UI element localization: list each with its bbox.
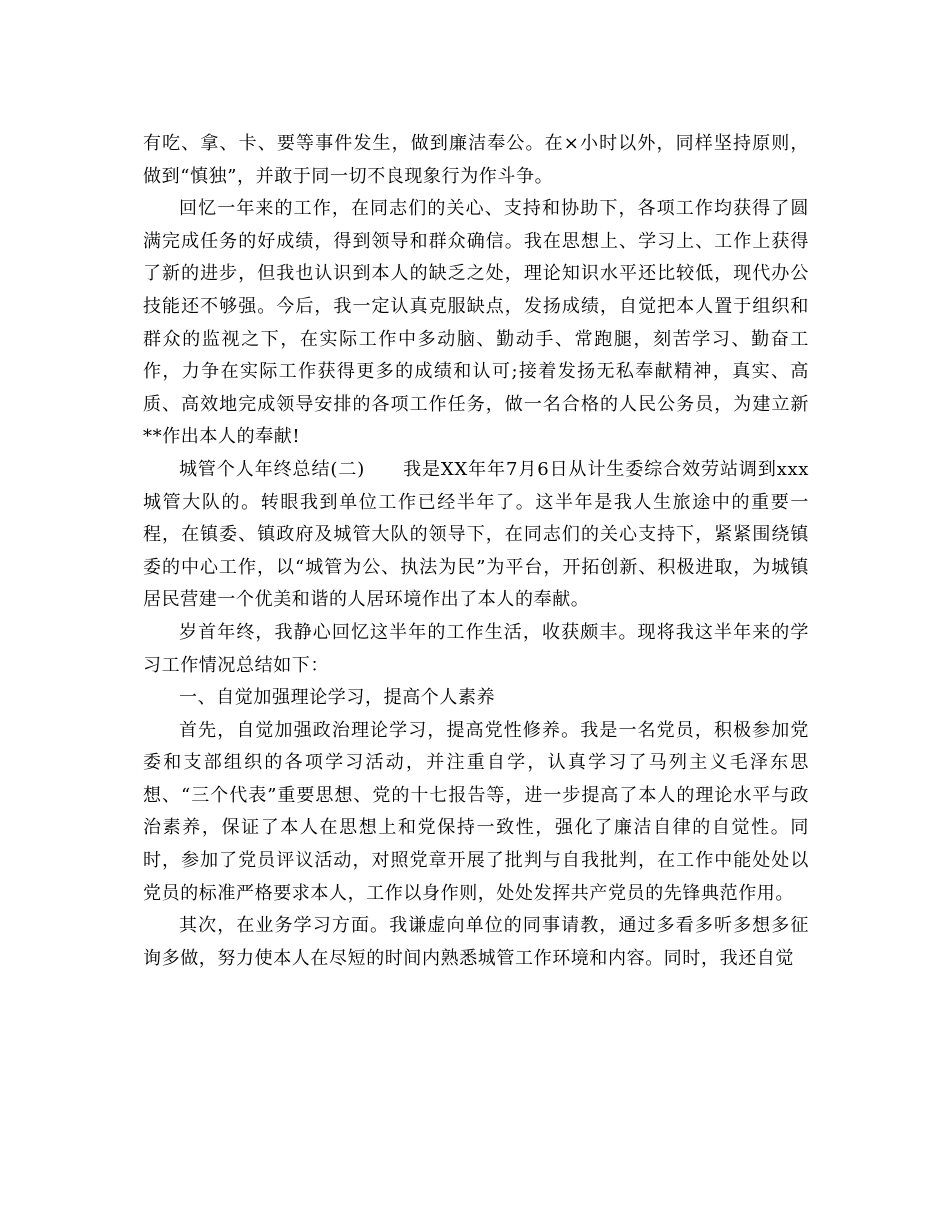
paragraph-summary-two-intro: 城管个人年终总结(二) 我是XX年年7月6日从计生委综合效劳站调到xxx城管大队的。转眼我到单位工作已经半年了。这半年是我人生旅途中的重要一程，在镇委、镇政府及城管大队的领导下，在同志们的关心支持下，紧紧围绕镇委的中心工作，以“城管为公、执法为民”为平台，开拓创新、积极进取，为城镇居民营建一个优美和谐的人居环境作出了本人的奉献。 — [143, 458, 809, 611]
paragraph-political-study: 首先，自觉加强政治理论学习，提高党性修养。我是一名党员，积极参加党委和支部组织的各项学习活动，并注重自学，认真学习了马列主义毛泽东思想、“三个代表”重要思想、党的十七报告等，进一步提高了本人的理论水平与政治素养，保证了本人在思想上和党保持一致性，强化了廉洁自律的自觉性。同时，参加了党员评议活动，对照党章开展了批判与自我批判，在工作中能处处以党员的标准严格要求本人，工作以身作则，处处发挥共产党员的先锋典范作用。 — [143, 719, 809, 904]
document-body — [143, 128, 809, 975]
paragraph-business-study: 其次，在业务学习方面。我谦虚向单位的同事请教，通过多看多听多想多征询多做，努力使本人在尽短的时间内熟悉城管工作环境和内容。同时，我还自觉 — [143, 915, 809, 969]
paragraph-year-review: 回忆一年来的工作，在同志们的关心、支持和协助下，各项工作均获得了圆满完成任务的好成绩，得到领导和群众确信。我在思想上、学习上、工作上获得了新的进步，但我也认识到本人的缺乏之处，理论知识水平还比较低，现代办公技能还不够强。今后，我一定认真克服缺点，发扬成绩，自觉把本人置于组织和群众的监视之下，在实际工作中多动脑、勤动手、常跑腿，刻苦学习、勤奋工作，力争在实际工作获得更多的成绩和认可;接着发扬无私奉献精神，真实、高质、高效地完成领导安排的各项工作任务，做一名合格的人民公务员，为建立新**作出本人的奉献! — [143, 198, 809, 448]
paragraph-continuation: 有吃、拿、卡、要等事件发生，做到廉洁奉公。在×小时以外，同样坚持原则，做到“慎独”，并敢于同一切不良现象行为作斗争。 — [143, 133, 809, 187]
section-heading-theory-study: 一、自觉加强理论学习，提高个人素养 — [179, 687, 496, 709]
paragraph-year-end: 岁首年终，我静心回忆这半年的工作生活，收获颇丰。现将我这半年来的学习工作情况总结如下： — [143, 621, 809, 676]
